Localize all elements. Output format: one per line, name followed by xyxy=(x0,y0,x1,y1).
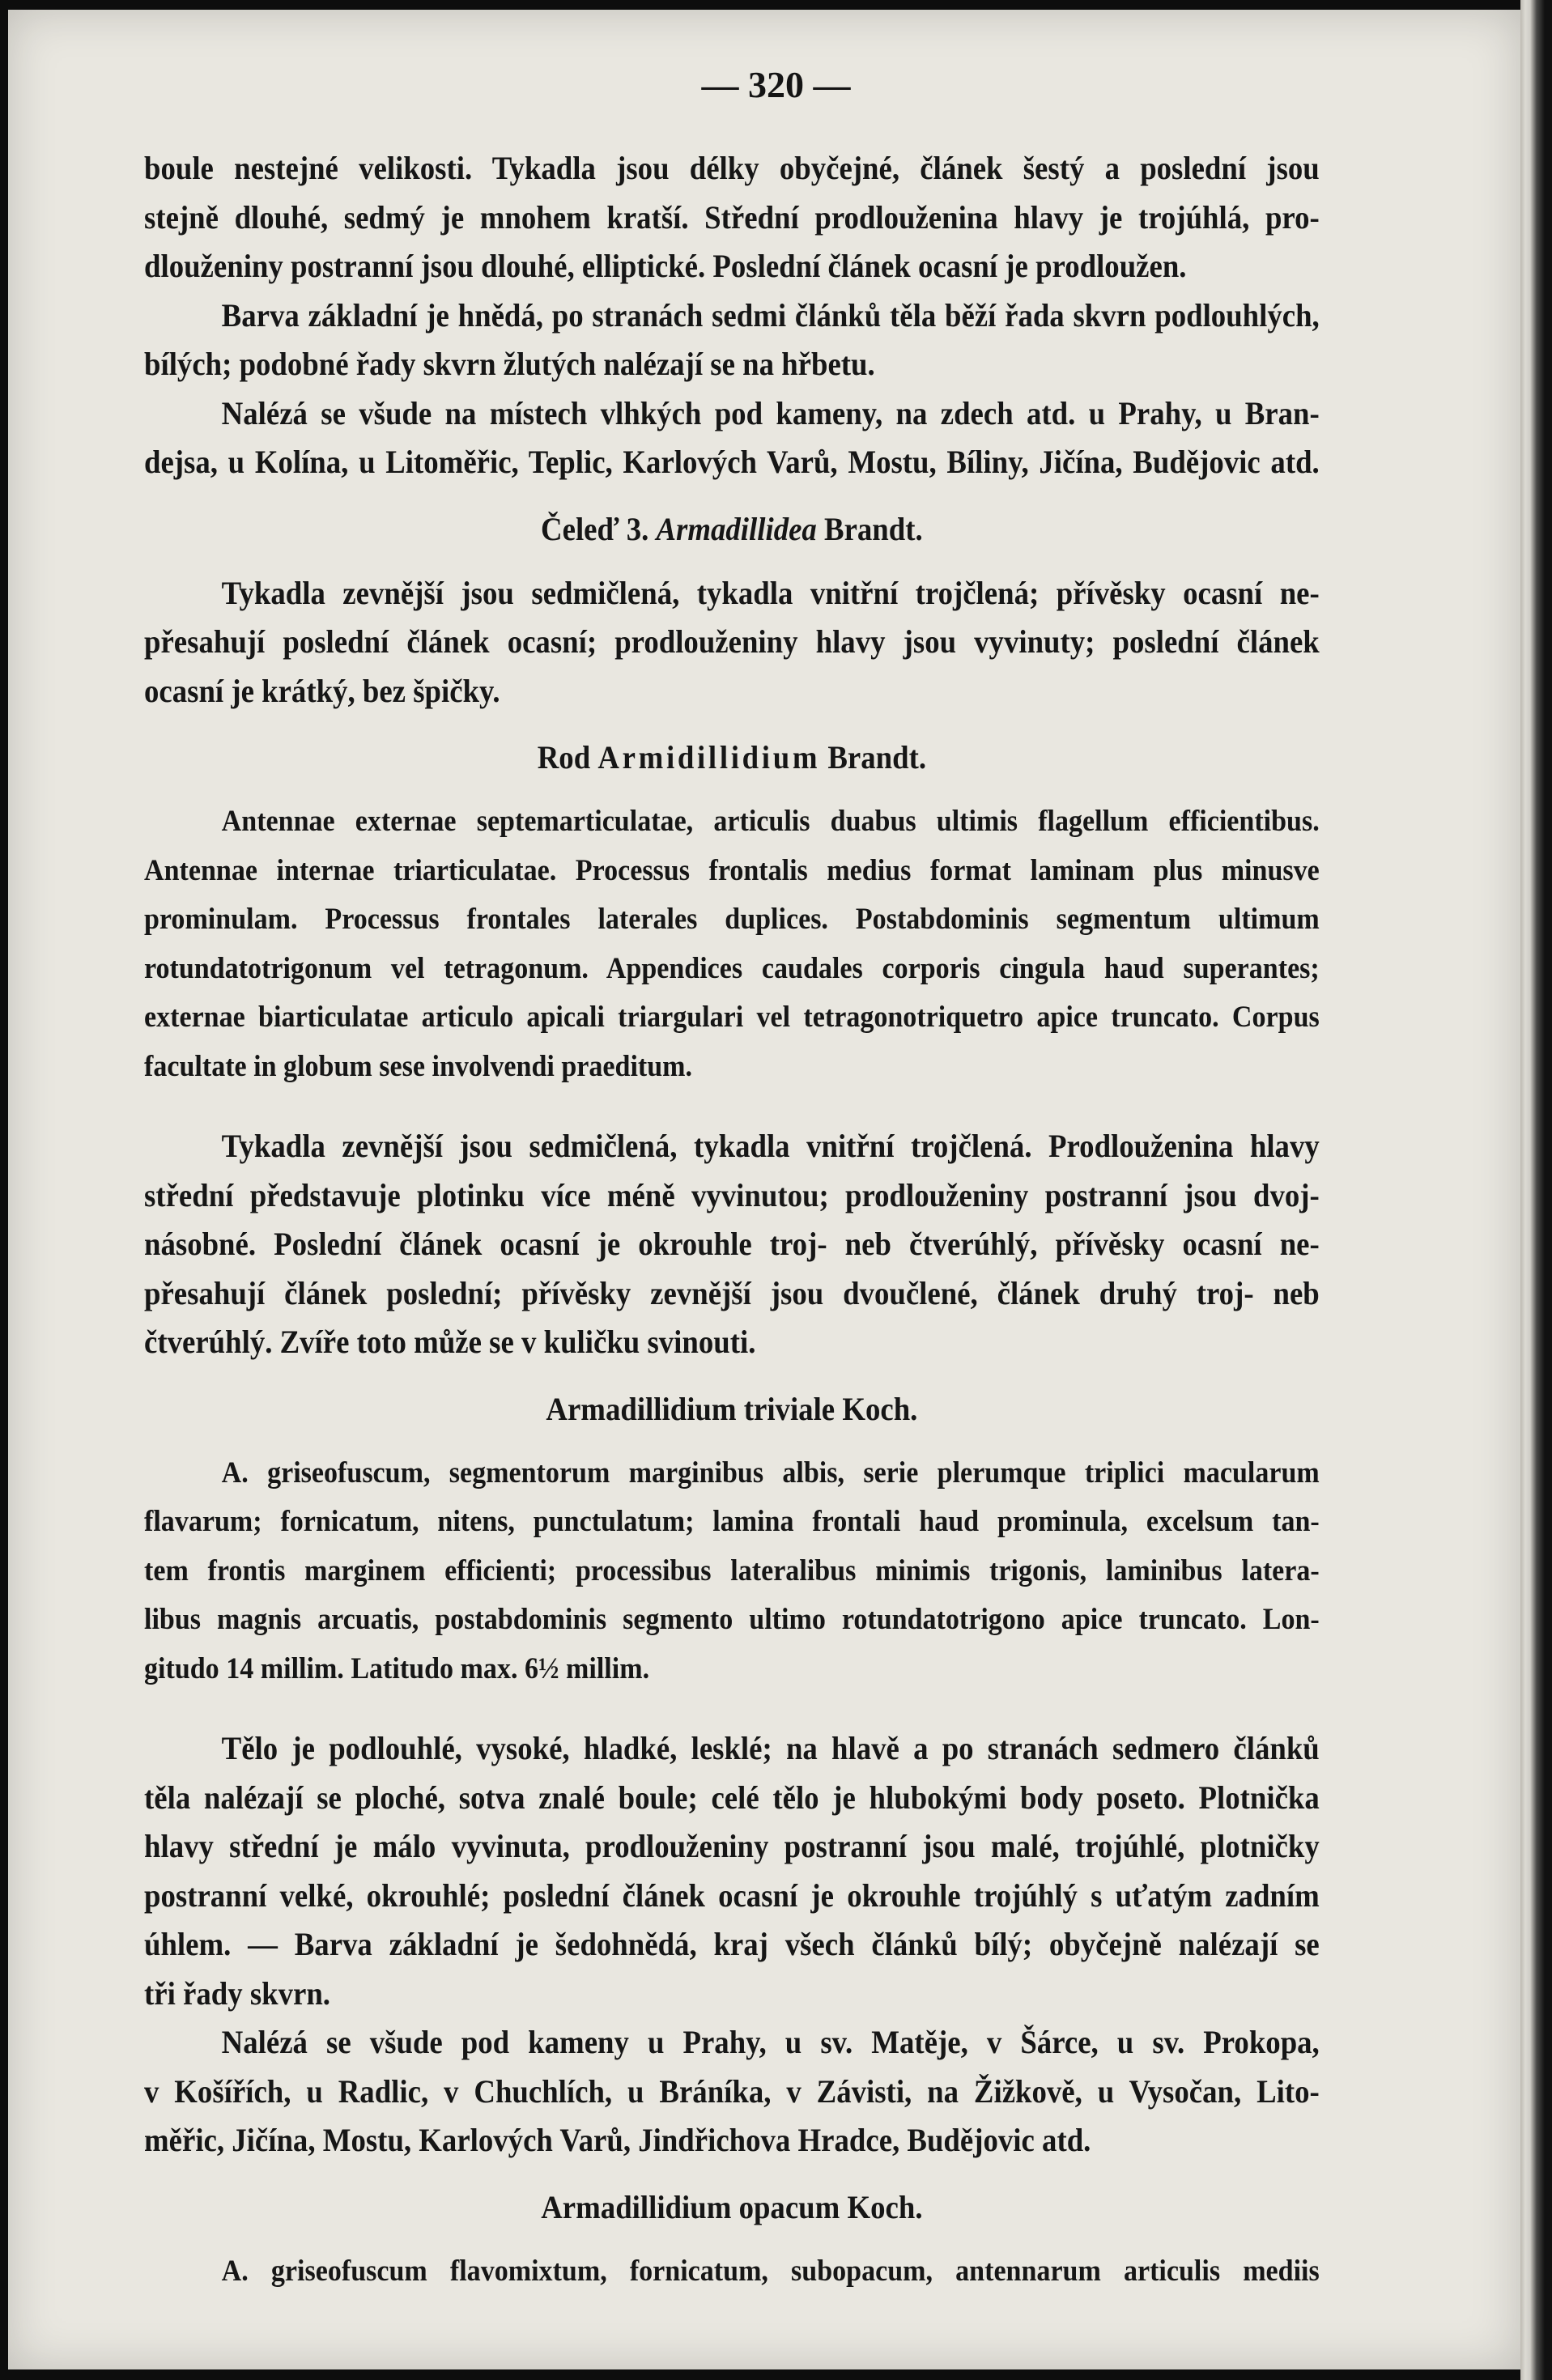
text-line: Antennae internae triarticulatae. Processus frontalis medius format laminam plus minusve xyxy=(144,853,1320,887)
family-heading-name: Armadillidea xyxy=(656,510,817,547)
text-line: externae biarticulatae articulo apicali triargulari vel tetragonotriquetro apice truncato. Corpus xyxy=(144,1001,1320,1034)
spacer xyxy=(144,1694,1320,1724)
genus-heading-name: Armidillidium xyxy=(597,739,821,776)
text-line: Tykadla zevnější jsou sedmičlená, tykadla vnitřní trojčlená; přívěsky ocasní ne- xyxy=(221,574,1320,611)
species-heading: Armadillidium opacum Koch. xyxy=(541,2188,923,2225)
text-line: čtverúhlý. Zvíře toto může se v kuličku svinouti. xyxy=(144,1324,756,1360)
paragraph-species-latin xyxy=(144,1449,1320,1694)
family-heading-author: Brandt. xyxy=(824,510,923,547)
text-line: měřic, Jičína, Mostu, Karlových Varů, Jindřichova Hradce, Budějovic atd. xyxy=(144,2122,1091,2158)
text-line: boule nestejné velikosti. Tykadla jsou délky obyčejné, článek šestý a poslední jsou xyxy=(144,150,1320,186)
paragraph-species-description xyxy=(144,1724,1320,2018)
family-heading-prefix: Čeleď 3. xyxy=(541,510,649,547)
text-line: Nalézá se všude pod kameny u Prahy, u sv. Matěje, v Šárce, u sv. Prokopa, xyxy=(221,2024,1320,2060)
paragraph-genus-czech xyxy=(144,1122,1320,1367)
paragraph-species-localities xyxy=(144,2018,1320,2165)
text-line: přesahují poslední článek ocasní; prodlouženiny hlavy jsou vyvinuty; poslední článek xyxy=(144,623,1320,660)
text-line: tři řady skvrn. xyxy=(144,1974,330,2012)
text-line: gitudo 14 millim. Latitudo max. 6½ millim. xyxy=(144,1651,650,1685)
text-line: Nalézá se všude na místech vlhkých pod kameny, na zdech atd. u Prahy, u Bran- xyxy=(221,394,1320,431)
text-line: těla nalézají se ploché, sotva znalé boule; celé tělo je hlubokými body poseto. Plotnička xyxy=(144,1779,1320,1816)
page-edge xyxy=(1520,0,1552,2380)
genus-heading-author: Brandt. xyxy=(827,739,927,776)
paragraph-species2-latin xyxy=(144,2247,1320,2297)
paragraph-localities xyxy=(144,389,1320,487)
genus-heading xyxy=(144,716,1320,797)
family-heading xyxy=(144,487,1320,569)
text-line: v Košířích, u Radlic, v Chuchlích, u Bráníka, v Závisti, na Žižkově, u Vysočan, Lito- xyxy=(144,2072,1320,2110)
text-line: tem frontis marginem efficienti; processibus lateralibus minimis trigonis, laminibus latera- xyxy=(144,1553,1320,1587)
text-line: postranní velké, okrouhlé; poslední článek ocasní je okrouhle trojúhlý s uťatým zadním xyxy=(144,1876,1320,1914)
text-line: Antennae externae septemarticulatae, articulis duabus ultimis flagellum efficientibus. xyxy=(221,805,1320,838)
text-line: Tělo je podlouhlé, vysoké, hladké, lesklé; na hlavě a po stranách sedmero článků xyxy=(221,1730,1320,1766)
page-number: — 320 — xyxy=(701,64,851,105)
paragraph-continuation xyxy=(144,144,1320,291)
text-line: Tykadla zevnější jsou sedmičlená, tykadla vnitřní trojčlená. Prodlouženina hlavy xyxy=(221,1128,1320,1164)
text-line: libus magnis arcuatis, postabdominis segmento ultimo rotundatotrigono apice truncato. Lon- xyxy=(144,1603,1320,1636)
text-line: dejsa, u Kolína, u Litoměřic, Teplic, Karlových Varů, Mostu, Bíliny, Jičína, Budějovic atd. xyxy=(144,444,1320,480)
text-line: A. griseofuscum, segmentorum marginibus albis, serie plerumque triplici macularum xyxy=(221,1456,1320,1490)
text-line: přesahují článek poslední; přívěsky zevnější jsou dvoučlené, článek druhý troj- neb xyxy=(144,1274,1320,1311)
text-line: dlouženiny postranní jsou dlouhé, elliptické. Poslední článek ocasní je prodloužen. xyxy=(144,248,1187,284)
text-line: úhlem. — Barva základní je šedohnědá, kraj všech článků bílý; obyčejně nalézají se xyxy=(144,1926,1320,1962)
text-line: ocasní je krátký, bez špičky. xyxy=(144,672,500,709)
species-heading: Armadillidium triviale Koch. xyxy=(546,1390,918,1427)
text-line: hlavy střední je málo vyvinuta, prodlouženiny postranní jsou malé, trojúhlé, plotničky xyxy=(144,1828,1320,1864)
text-line: násobné. Poslední článek ocasní je okrouhle troj- neb čtverúhlý, přívěsky ocasní ne- xyxy=(144,1226,1320,1262)
text-line: facultate in globum sese involvendi praeditum. xyxy=(144,1049,693,1083)
text-line: flavarum; fornicatum, nitens, punctulatum; lamina frontali haud prominula, excelsum tan- xyxy=(144,1505,1320,1538)
text-line: stejně dlouhé, sedmý je mnohem kratší. Střední prodlouženina hlavy je trojúhlá, pro- xyxy=(144,198,1320,236)
page-body xyxy=(144,144,1320,2296)
spacer xyxy=(144,1091,1320,1122)
paragraph-genus-latin xyxy=(144,797,1320,1091)
paragraph-family-description xyxy=(144,569,1320,716)
text-line: střední představuje plotinku více méně vyvinutou; prodlouženiny postranní jsou dvoj- xyxy=(144,1176,1320,1213)
text-line: Barva základní je hnědá, po stranách sedmi článků těla běží řada skvrn podlouhlých, xyxy=(221,296,1320,334)
text-line: bílých; podobné řady skvrn žlutých nalézají se na hřbetu. xyxy=(144,346,875,382)
text-line: rotundatotrigonum vel tetragonum. Appendices caudales corporis cingula haud superantes; xyxy=(144,951,1320,985)
genus-heading-prefix: Rod xyxy=(537,739,591,776)
text-line: prominulam. Processus frontales laterales duplices. Postabdominis segmentum ultimum xyxy=(144,903,1320,936)
paragraph-coloration xyxy=(144,291,1320,389)
text-line: A. griseofuscum flavomixtum, fornicatum, subopacum, antennarum articulis mediis xyxy=(221,2254,1320,2288)
